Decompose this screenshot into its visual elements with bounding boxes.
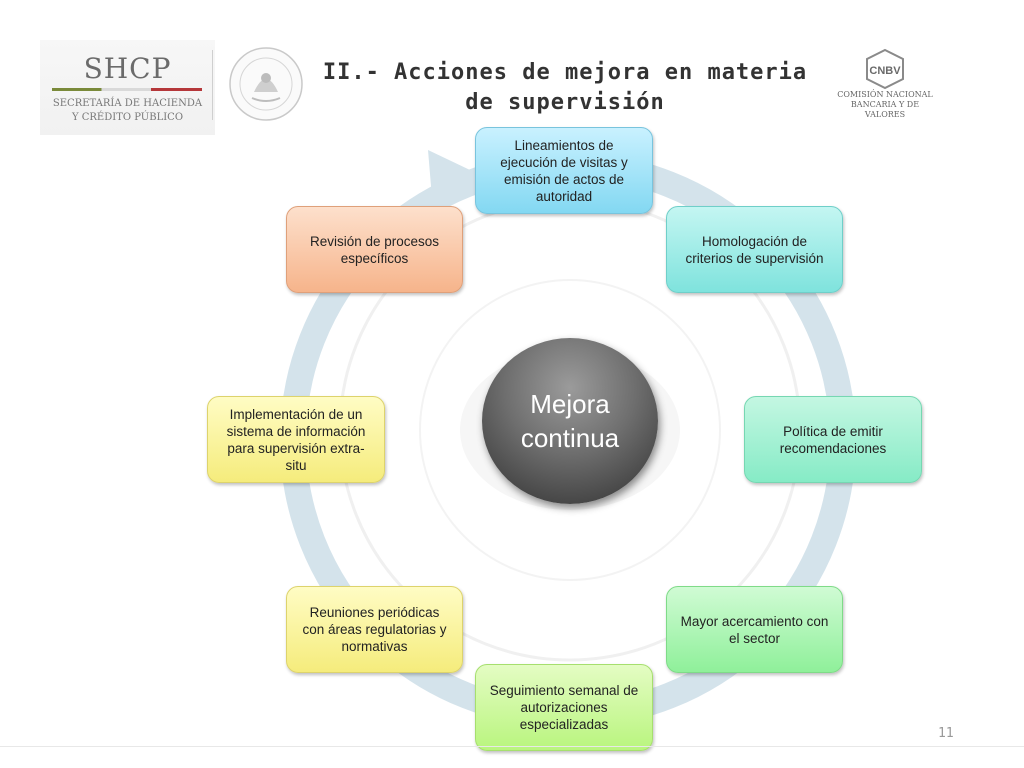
node-seguimiento: Seguimiento semanal de autorizaciones especializadas xyxy=(475,664,653,751)
shcp-color-bar xyxy=(52,88,202,91)
mexico-seal-icon xyxy=(228,46,304,122)
node-acercamiento: Mayor acercamiento con el sector xyxy=(666,586,843,673)
footer-divider xyxy=(0,746,1024,747)
page-number: 11 xyxy=(938,726,954,741)
node-reuniones: Reuniones periódicas con áreas regulatorias y normativas xyxy=(286,586,463,673)
cnbv-subtitle-line1: COMISIÓN NACIONAL xyxy=(837,90,933,99)
cnbv-subtitle xyxy=(830,90,940,120)
header-divider xyxy=(212,50,213,120)
page-title xyxy=(300,58,830,118)
cnbv-hexagon-icon xyxy=(830,48,940,90)
center-mejora-continua xyxy=(482,338,658,504)
page-title-line1: II.- Acciones de mejora en materia xyxy=(322,60,808,85)
cnbv-subtitle-line2: BANCARIA Y DE VALORES xyxy=(850,100,920,119)
page-title-line2: de supervisión xyxy=(465,90,665,115)
shcp-subtitle-line2: Y CRÉDITO PÚBLICO xyxy=(71,112,184,123)
node-lineamientos: Lineamientos de ejecución de visitas y emisión de actos de autoridad xyxy=(475,127,653,214)
center-line1: Mejora xyxy=(530,389,610,419)
node-implementacion: Implementación de un sistema de información para supervisión extra-situ xyxy=(207,396,385,483)
shcp-subtitle-line1: SECRETARÍA DE HACIENDA xyxy=(52,98,203,109)
cnbv-logo xyxy=(830,48,940,118)
shcp-subtitle xyxy=(40,97,215,125)
node-politica: Política de emitir recomendaciones xyxy=(744,396,922,483)
shcp-logo-text: SHCP xyxy=(83,52,172,85)
center-line2: continua xyxy=(520,423,620,453)
cnbv-logo-text: CNBV xyxy=(869,65,901,77)
node-homologacion: Homologación de criterios de supervisión xyxy=(666,206,843,293)
shcp-logo xyxy=(40,40,215,135)
node-revision: Revisión de procesos específicos xyxy=(286,206,463,293)
